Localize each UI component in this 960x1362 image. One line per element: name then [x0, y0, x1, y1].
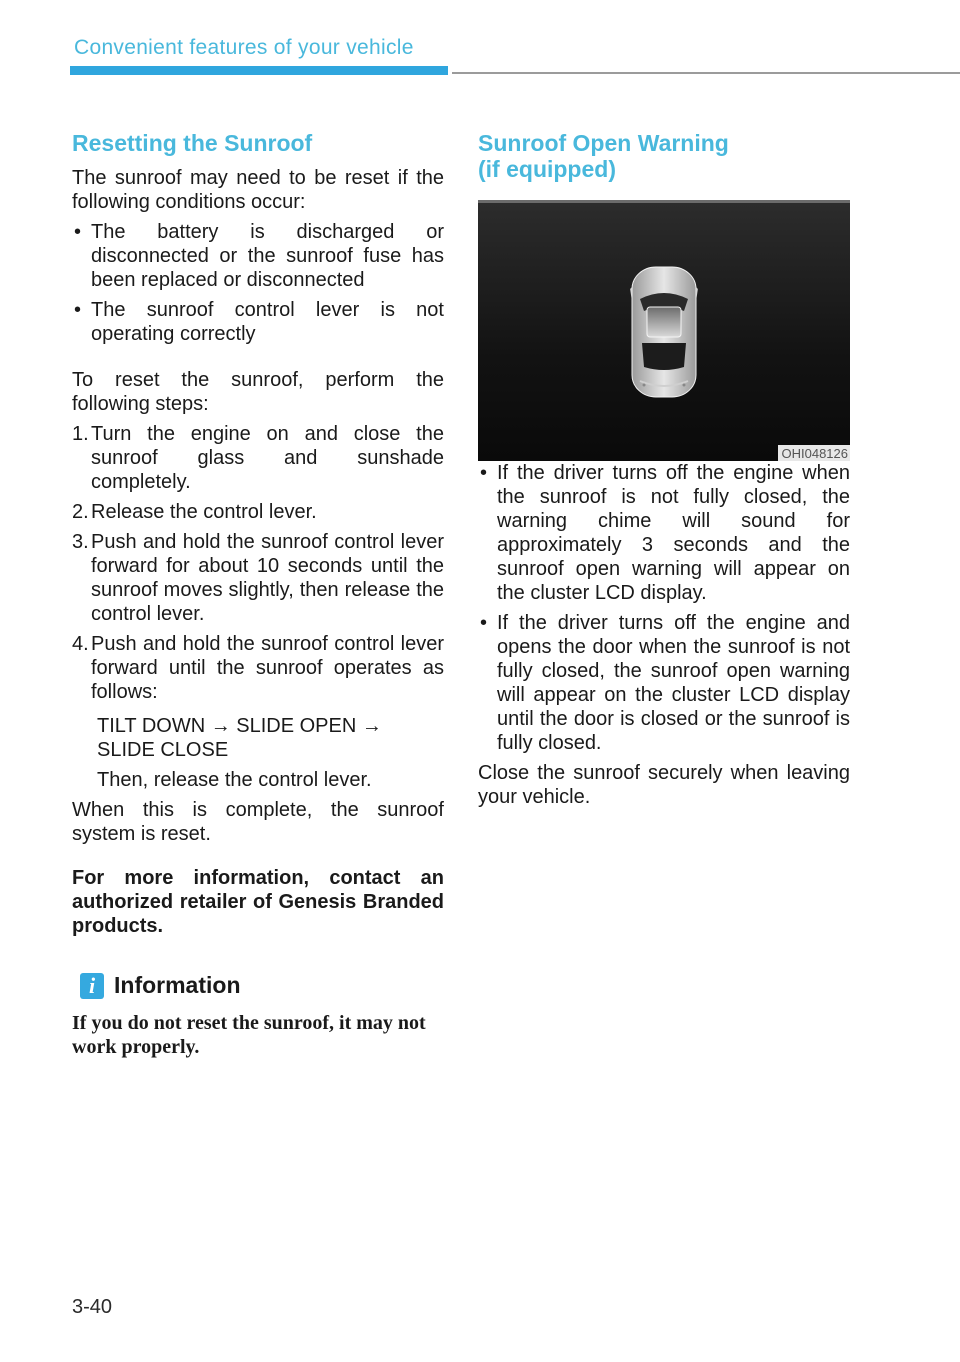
- right-column: [478, 130, 850, 815]
- reset-conditions-list: [72, 220, 444, 346]
- reset-intro-text: The sunroof may need to be reset if the following conditions occur:: [72, 167, 444, 213]
- warning-condition-item: • If the driver turns off the engine and opens the door when the sunroof is not fully closed, the sunroof open warning will appear on the cluster LCD display until the door is closed or the sunroof is fully closed.: [478, 611, 850, 755]
- reset-step-item: 4. Push and hold the sunroof control lever forward until the sunroof operates as follows:: [72, 633, 444, 703]
- car-top-view-icon: [478, 203, 850, 461]
- warning-conditions-list: [478, 461, 850, 755]
- sunroof-sequence-text: TILT DOWN → SLIDE OPEN → SLIDE CLOSE: [97, 715, 382, 761]
- closing-advice-text: Close the sunroof securely when leaving your vehicle.: [478, 762, 850, 808]
- steps-intro-text: To reset the sunroof, perform the following steps:: [72, 369, 444, 415]
- reset-condition-item: • The battery is discharged or disconnected or the sunroof fuse has been replaced or disconnected: [72, 220, 444, 292]
- sunroof-warning-figure: [478, 200, 850, 461]
- reset-steps-list: [72, 422, 444, 704]
- reset-step-item: 2. Release the control lever.: [72, 501, 317, 523]
- warning-condition-item: • If the driver turns off the engine when the sunroof is not fully closed, the warning chime will sound for approximately 3 seconds and the sunroof open warning will appear on the cluster LCD display.: [478, 461, 850, 605]
- header-accent-bar: [70, 66, 448, 75]
- page-number: 3-40: [72, 1296, 113, 1318]
- figure-code-label: OHI048126: [778, 445, 851, 461]
- sunroof-warning-heading: Sunroof Open Warning (if equipped): [478, 130, 729, 182]
- information-text: If you do not reset the sunroof, it may not work properly.: [72, 1012, 426, 1058]
- section-header-title: Convenient features of your vehicle: [74, 36, 414, 59]
- contact-retailer-note: For more information, contact an authorized retailer of Genesis Branded products.: [72, 867, 444, 937]
- information-header: [80, 972, 444, 999]
- reset-step-item: 1. Turn the engine on and close the sunroof glass and sunshade completely.: [72, 423, 444, 493]
- reset-complete-text: When this is complete, the sunroof system is reset.: [72, 799, 444, 845]
- reset-condition-item: • The sunroof control lever is not operating correctly: [72, 298, 444, 346]
- information-icon: i: [80, 973, 104, 999]
- left-column: [72, 130, 444, 1059]
- header-divider-line: [452, 72, 960, 74]
- reset-step-item: 3. Push and hold the sunroof control lever forward for about 10 seconds until the sunroof moves slightly, then release the control lever.: [72, 531, 444, 625]
- resetting-sunroof-heading: Resetting the Sunroof: [72, 130, 313, 156]
- information-label: Information: [114, 972, 241, 998]
- release-lever-text: Then, release the control lever.: [97, 769, 372, 791]
